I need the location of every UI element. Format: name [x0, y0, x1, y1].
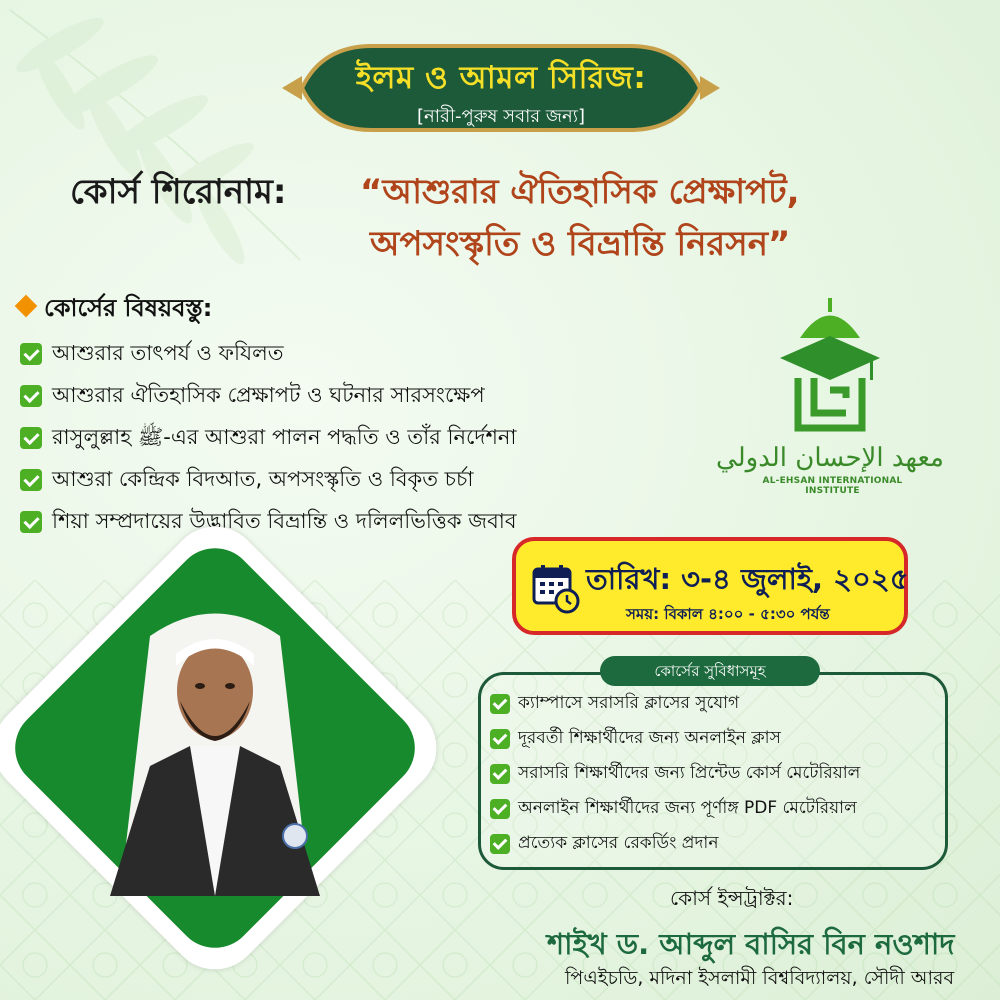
check-icon	[490, 729, 510, 749]
facility-item	[490, 721, 860, 756]
facility-text: অনলাইন শিক্ষার্থীদের জন্য পূর্ণাঙ্গ PDF মেটেরিয়াল	[518, 797, 857, 818]
palm-leaf-decoration	[0, 0, 330, 300]
diamond-bullet-icon	[15, 295, 38, 318]
check-icon	[20, 469, 42, 491]
facility-text: ক্যাম্পাসে সরাসরি ক্লাসের সুযোগ	[518, 692, 740, 713]
course-title	[360, 166, 920, 270]
facilities-list	[490, 686, 860, 861]
topic-item	[20, 333, 517, 375]
check-icon	[20, 511, 42, 533]
course-title-line-1: “আশুরার ঐতিহাসিক প্রেক্ষাপট,	[360, 172, 800, 212]
calendar-clock-icon	[532, 563, 580, 615]
series-banner	[282, 40, 720, 136]
check-icon	[490, 764, 510, 784]
institute-logo-icon	[716, 298, 944, 498]
series-subtitle: [নারী-পুরুষ সবার জন্য]	[416, 106, 586, 127]
check-icon	[20, 343, 42, 365]
facility-text: প্রত্যেক ক্লাসের রেকর্ডিং প্রদান	[518, 832, 719, 853]
topic-text: রাসুলুল্লাহ ﷺ-এর আশুরা পালন পদ্ধতি ও তাঁর নির্দেশনা	[52, 424, 517, 449]
contents-heading	[18, 290, 212, 330]
course-date: তারিখ: ৩-৪ জুলাই, ২০২৫	[586, 562, 909, 596]
check-icon	[490, 834, 510, 854]
course-title-label: কোর্স শিরোনাম:	[70, 172, 287, 212]
facilities-heading: কোর্সের সুবিধাসমূহ	[600, 656, 820, 686]
contents-heading-text: কোর্সের বিষয়বস্তু:	[44, 294, 213, 322]
instructor-credentials: পিএইচডি, মদিনা ইসলামী বিশ্ববিদ্যালয়, সৌদী আরব	[565, 967, 955, 989]
instructor-label: কোর্স ইন্সট্রাক্টর:	[670, 886, 794, 910]
facility-item	[490, 791, 860, 826]
topic-text: আশুরা কেন্দ্রিক বিদআত, অপসংস্কৃতি ও বিকৃত চর্চা	[52, 466, 474, 491]
topic-item	[20, 501, 517, 543]
topics-list	[20, 333, 517, 543]
course-title-line-2: অপসংস্কৃতি ও বিভ্রান্তি নিরসন”	[370, 224, 791, 264]
facility-item	[490, 826, 860, 861]
check-icon	[490, 694, 510, 714]
course-time: সময়: বিকাল ৪:০০ - ৫:৩০ পর্যন্ত	[626, 605, 830, 623]
check-icon	[20, 385, 42, 407]
logo-arabic-text: معهد الإحسان الدولي	[716, 443, 944, 473]
check-icon	[490, 799, 510, 819]
facility-item	[490, 756, 860, 791]
instructor-photo	[80, 596, 350, 896]
facility-text: সরাসরি শিক্ষার্থীদের জন্য প্রিন্টেড কোর্স মেটেরিয়াল	[518, 762, 861, 783]
schedule-box	[512, 537, 908, 635]
series-title: ইলম ও আমল সিরিজ:	[355, 60, 647, 96]
topic-item	[20, 375, 517, 417]
check-icon	[20, 427, 42, 449]
instructor-name: শাইখ ড. আব্দুল বাসির বিন নওশাদ	[547, 927, 955, 961]
topic-text: শিয়া সম্প্রদায়ের উদ্ভাবিত বিভ্রান্তি ও দলিলভিত্তিক জবাব	[52, 508, 517, 533]
facility-item	[490, 686, 860, 721]
topic-text: আশুরার তাৎপর্য ও ফযিলত	[52, 340, 284, 365]
topic-text: আশুরার ঐতিহাসিক প্রেক্ষাপট ও ঘটনার সারসংক্ষেপ	[52, 382, 485, 407]
topic-item	[20, 417, 517, 459]
facility-text: দূরবর্তী শিক্ষার্থীদের জন্য অনলাইন ক্লাস	[518, 727, 781, 748]
topic-item	[20, 459, 517, 501]
logo-caption: AL-EHSAN INTERNATIONAL INSTITUTE	[762, 476, 903, 496]
